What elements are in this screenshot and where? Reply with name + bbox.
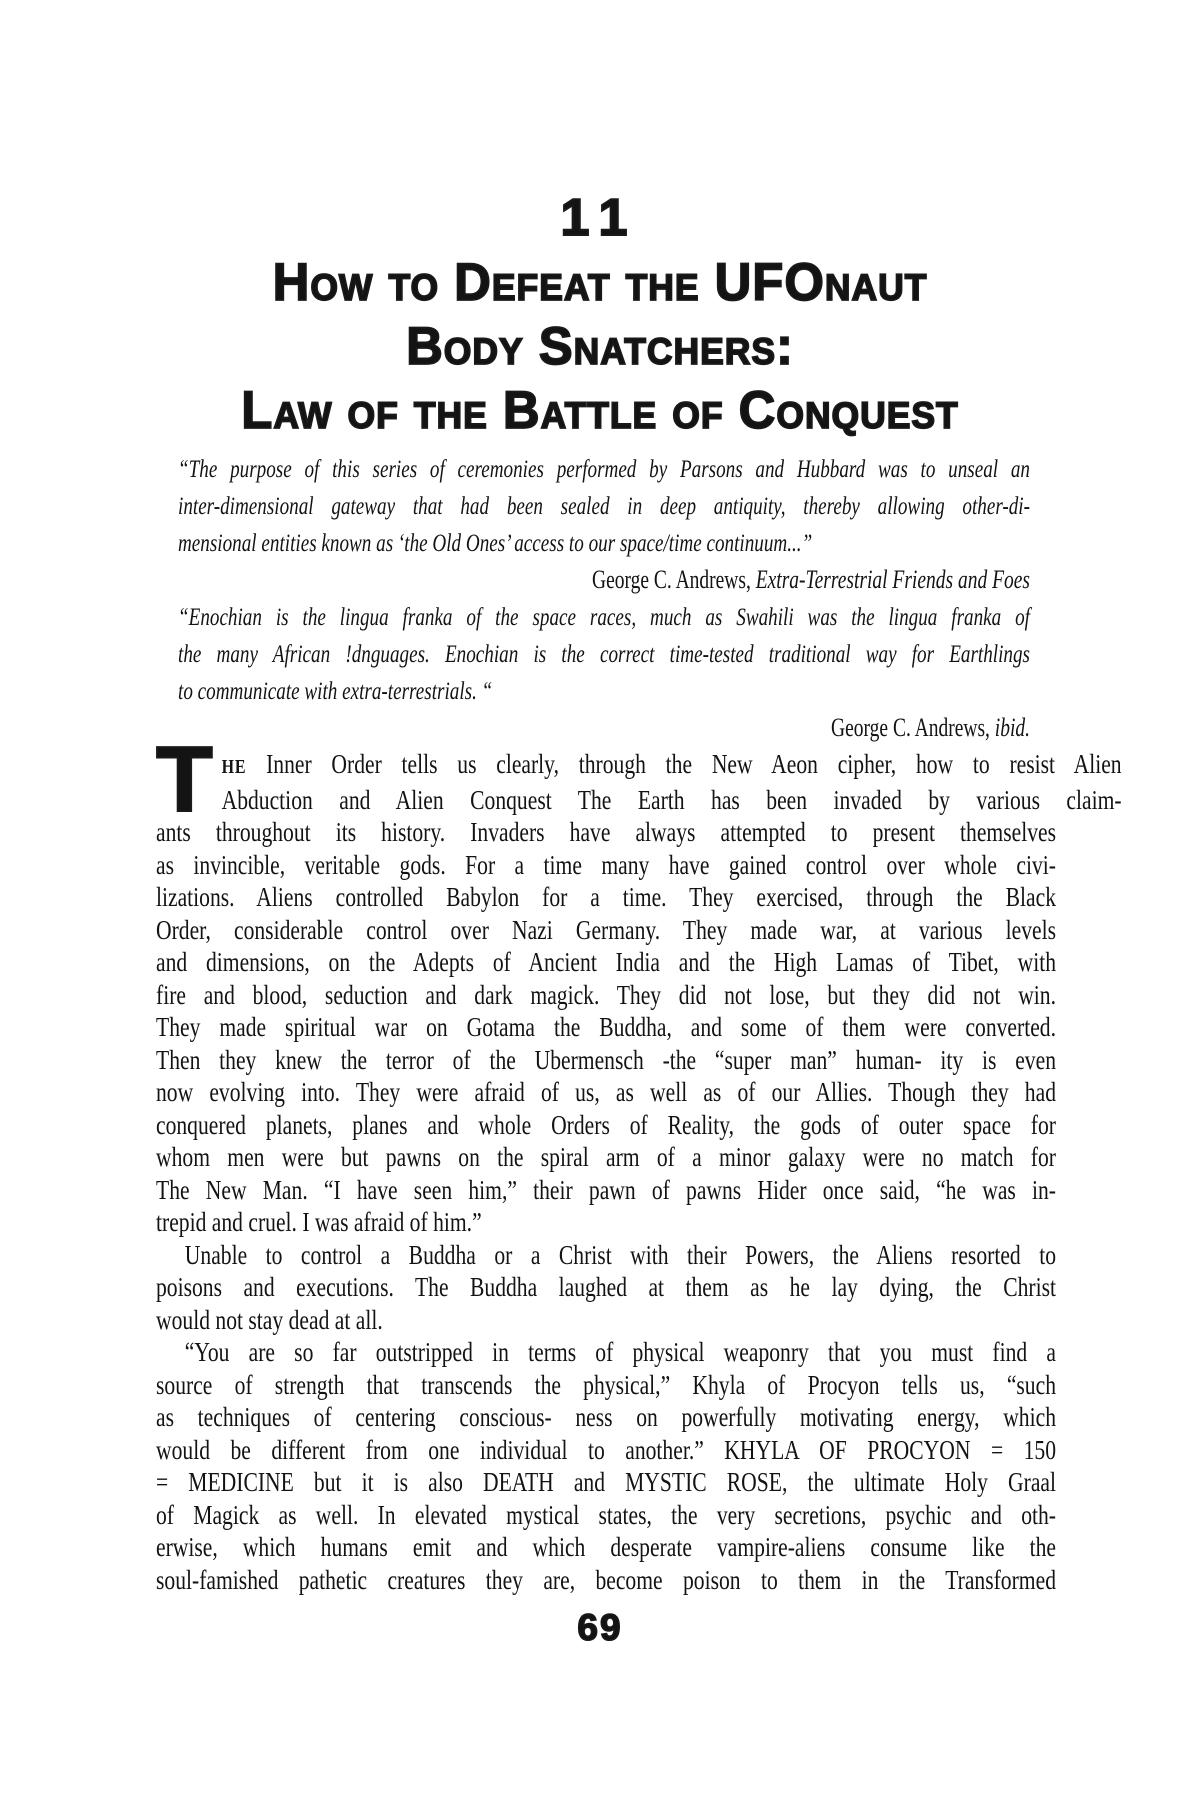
chapter-number: 11 [560,189,640,247]
body-line: poisons and executions. The Buddha laughed at them as he lay dying, the Christ [156,1272,1056,1302]
body-line: HE Inner Order tells us clearly, through the New Aeon cipher, how to resist Alien [221,749,1122,779]
body-line: conquered planets, planes and whole Orders of Reality, the gods of outer space for [156,1109,1056,1140]
chapter-title-line-3: Law of the Battle of Conquest [241,381,959,440]
epigraph-line: inter-dimensional gateway that had been sealed in deep antiquity, thereby allowing other-di- [178,491,1030,520]
epigraph-line: “Enochian is the lingua franka of the space races, much as Swahili was the lingua franka of [178,602,1030,631]
epigraph-section [178,450,1030,746]
epigraph-line: to communicate with extra-terrestrials. “ [178,676,493,705]
body-line: and dimensions, on the Adepts of Ancient India and the High Lamas of Tibet, with [156,947,1056,977]
body-line: lizations. Aliens controlled Babylon for a time. They exercised, through the Black [156,882,1056,912]
body-line: The New Man. “I have seen him,” their pawn of pawns Hider once said, “he was in- [156,1174,1056,1205]
body-line: “You are so far outstripped in terms of physical weaponry that you must find a [184,1337,1057,1367]
body-line: soul-famished pathetic creatures they are, become poison to them in the Transformed [156,1564,1056,1595]
epigraph-line: “The purpose of this series of ceremonies performed by Parsons and Hubbard was to unseal an [178,454,1030,483]
epigraph-line: the many African !dnguages. Enochian is the correct time-tested traditional way for Earthlings [178,639,1030,668]
attribution-author: George C. Andrews, [591,565,756,594]
body-line: Unable to control a Buddha or a Christ with their Powers, the Aliens resorted to [184,1239,1057,1270]
page-number: 69 [577,1607,623,1648]
body-line: = MEDICINE but it is also DEATH and MYSTIC ROSE, the ultimate Holy Graal [156,1467,1056,1497]
body-line: Abduction and Alien Conquest The Earth has been invaded by various claim- [221,784,1122,815]
body-line: would not stay dead at all. [156,1304,383,1335]
body-line: as invincible, veritable gods. For a time many have gained control over whole civi- [156,849,1056,880]
body-line: Then they knew the terror of the Ubermensch -the “super man” human- ity is even [156,1044,1056,1075]
body-line: source of strength that transcends the physical,” Khyla of Procyon tells us, “such [156,1369,1056,1400]
attribution-author: George C. Andrews, [831,713,995,742]
epigraph-attribution [178,561,1030,598]
epigraph-attribution [178,709,1030,746]
attribution-source: Extra-Terrestrial Friends and Foes [755,565,1030,594]
attribution-source: ibid. [994,713,1030,742]
body-line: erwise, which humans emit and which desperate vampire-aliens consume like the [156,1532,1056,1562]
body-line: They made spiritual war on Gotama the Buddha, and some of them were converted. [156,1012,1056,1042]
body-line: would be different from one individual to another.” KHYLA OF PROCYON = 150 [156,1434,1056,1465]
drop-cap: T [156,727,213,831]
body-line: of Magick as well. In elevated mystical states, the very secretions, psychic and oth- [156,1499,1056,1530]
body-line: as techniques of centering conscious- ness on powerfully motivating energy, which [156,1402,1056,1432]
body-line: ants throughout its history. Invaders have always attempted to present themselves [156,817,1056,847]
body-line: Order, considerable control over Nazi Germany. They made war, at various levels [156,914,1056,945]
drop-cap-smallcaps: HE [221,756,247,778]
body-line: fire and blood, seduction and dark magick. They did not lose, but they did not win. [156,979,1056,1010]
chapter-title-line-1: How to Defeat the UFOnaut [272,253,928,312]
body-line: whom men were but pawns on the spiral arm of a minor galaxy were no match for [156,1142,1056,1172]
body-line: now evolving into. They were afraid of us, as well as of our Allies. Though they had [156,1077,1056,1107]
chapter-title-line-2: Body Snatchers: [406,317,794,376]
epigraph-line: mensional entities known as ‘the Old Ones’ access to our space/time continuum...” [178,528,813,557]
chapter-title [24,251,1176,443]
body-line: trepid and cruel. I was afraid of him.” [156,1207,482,1237]
